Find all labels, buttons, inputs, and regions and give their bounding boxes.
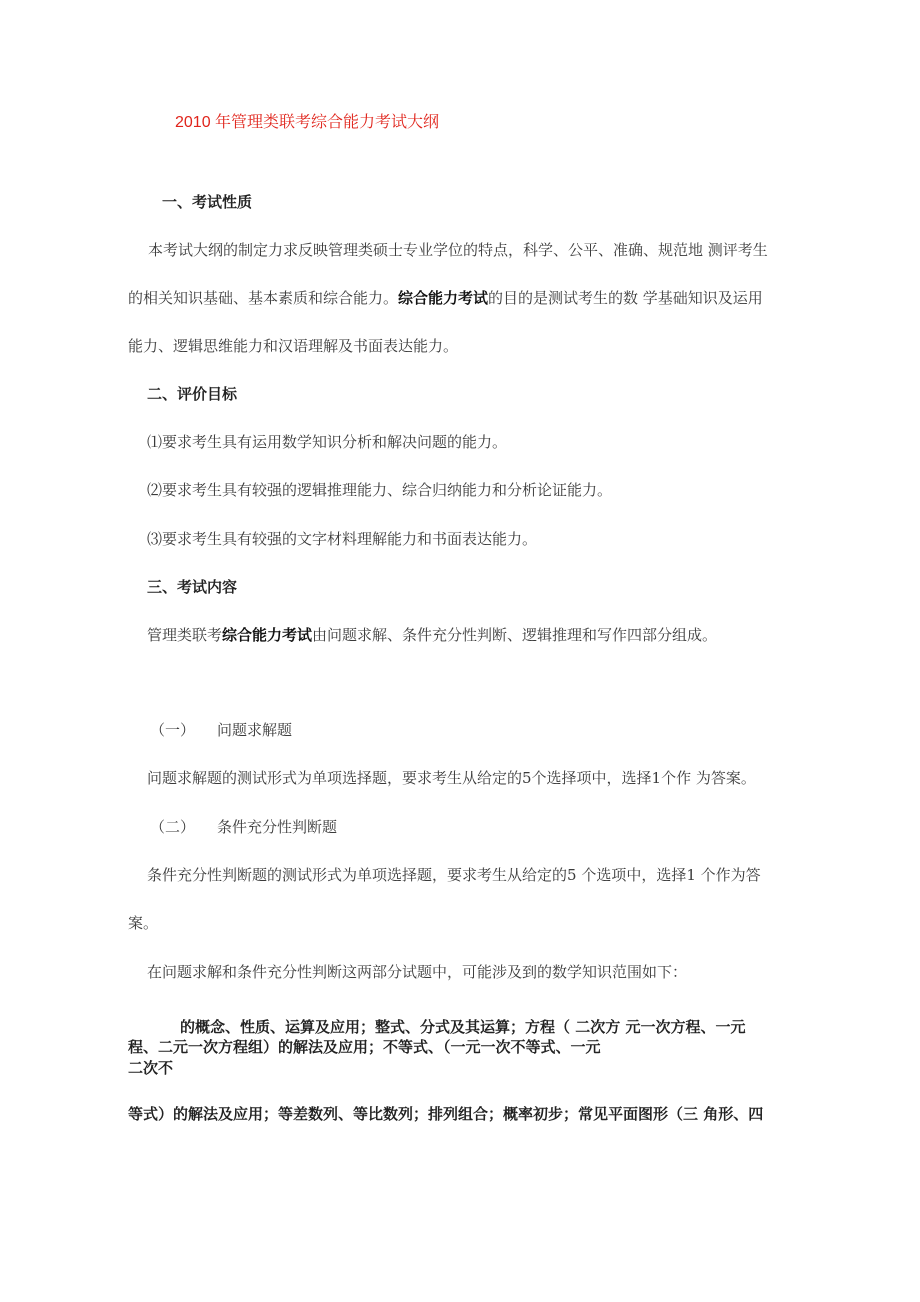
list-item: ⑶要求考生具有较强的文字材料理解能力和书面表达能力。 [147,530,538,548]
paragraph-line: 案。 [128,914,159,932]
subsection-heading [150,817,337,837]
subsection-title: 问题求解题 [217,721,293,739]
text-span: 的相关知识基础、基本素质和综合能力。 [128,289,399,307]
paragraph-line [128,288,763,308]
keyword-link[interactable]: 综合能力考试 [398,289,489,307]
math-scope-line: 二次不 [128,1059,174,1077]
page-title: 2010 年管理类联考综合能力考试大纲 [175,114,440,131]
subsection-number: （一） [150,721,196,739]
keyword-link[interactable]: 综合能力考试 [222,626,313,644]
section-heading-nature: 一、考试性质 [162,193,253,211]
math-scope-line: 的概念、性质、运算及应用；整式、分式及其运算；方程（ 二次方 元一次方程、一元 [180,1018,746,1036]
subsection-heading [150,720,292,740]
subsection-title: 条件充分性判断题 [217,818,338,836]
paragraph-line: 本考试大纲的制定力求反映管理类硕士专业学位的特点，科学、公平、准确、规范地 测评考生 [148,241,768,259]
math-scope-line: 等式）的解法及应用；等差数列、等比数列；排列组合；概率初步；常见平面图形（三 角形、四 [128,1105,764,1123]
paragraph-line: 在问题求解和条件充分性判断这两部分试题中，可能涉及到的数学知识范围如下： [147,963,688,981]
list-item: ⑵要求考生具有较强的逻辑推理能力、综合归纳能力和分析论证能力。 [147,481,613,499]
paragraph-line [147,625,717,645]
math-scope-line: 程、二元一次方程组）的解法及应用；不等式、（一元一次不等式、一元 [128,1038,601,1056]
paragraph-line: 能力、逻辑思维能力和汉语理解及书面表达能力。 [128,337,459,355]
section-heading-content: 三、考试内容 [147,578,238,596]
paragraph-line: 问题求解题的测试形式为单项选择题，要求考生从给定的5个选择项中，选择1个作 为答案。 [147,769,756,787]
subsection-number: （二） [150,818,196,836]
text-span: 管理类联考 [147,626,223,644]
list-item: ⑴要求考生具有运用数学知识分析和解决问题的能力。 [147,433,508,451]
paragraph-line: 条件充分性判断题的测试形式为单项选择题，要求考生从给定的5 个选项中，选择1 个作为答 [147,866,761,884]
text-span: 的目的是测试考生的数 学基础知识及运用 [488,289,763,307]
text-span: 由问题求解、条件充分性判断、逻辑推理和写作四部分组成。 [312,626,718,644]
section-heading-objectives: 二、评价目标 [147,385,238,403]
